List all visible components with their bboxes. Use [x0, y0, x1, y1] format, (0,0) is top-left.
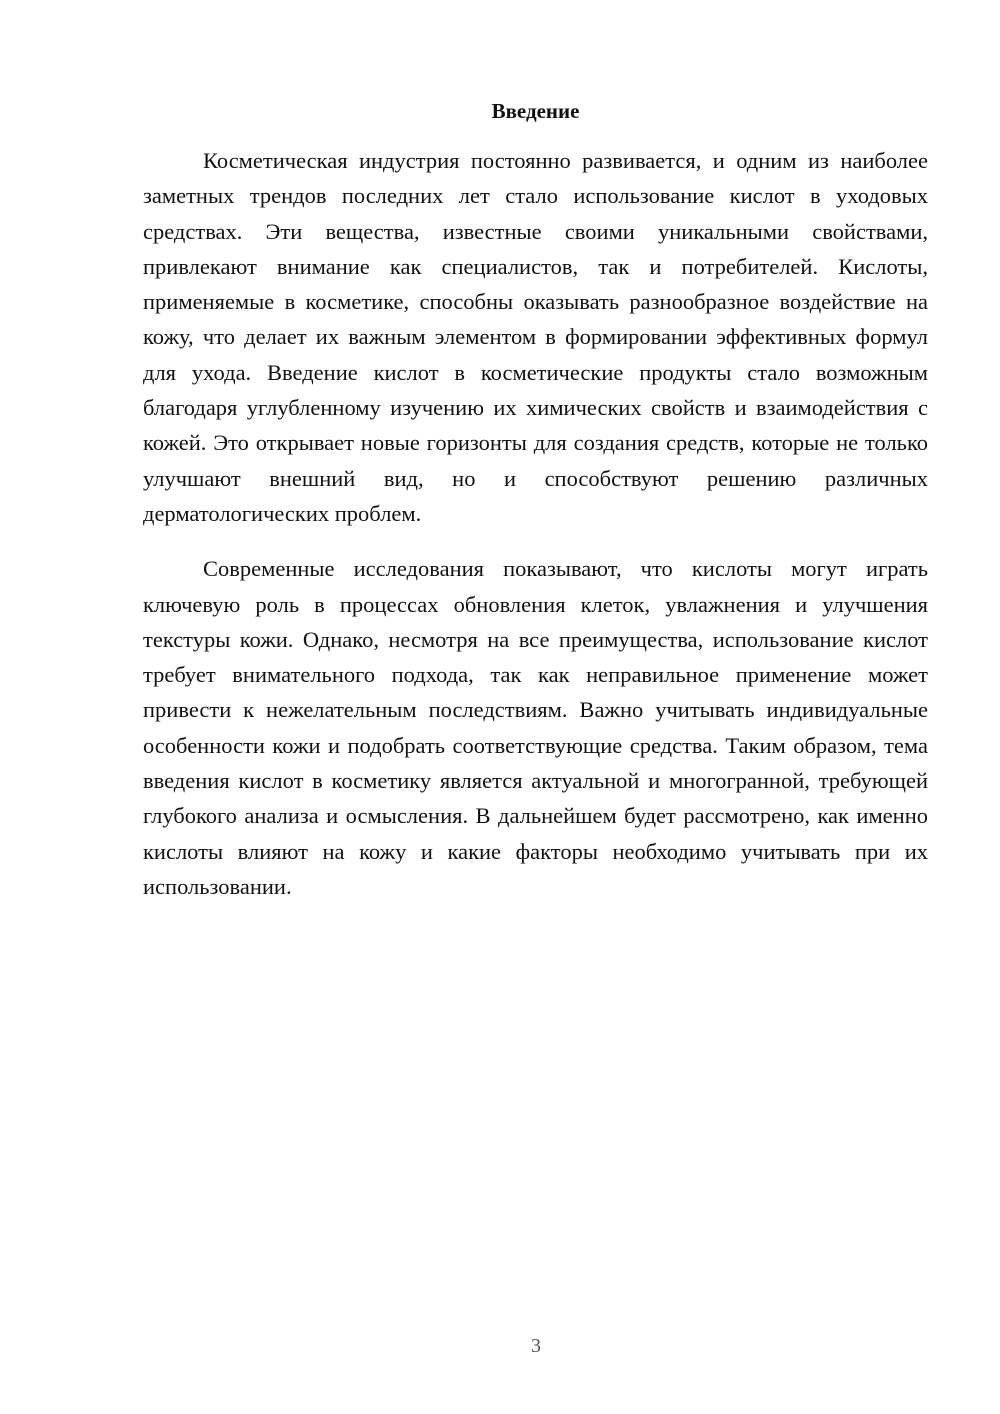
section-title: Введение — [491, 99, 580, 123]
paragraph-2: Современные исследования показывают, что кислоты могут играть ключевую роль в процессах обновления клеток, увлажнения и улучшения текстуры кожи. Однако, несмотря на все преимущества, использование кислот требует внимательного подхода, так как неправильное применение может привести к нежелательным последствиям. Важно учитывать индивидуальные особенности кожи и подобрать соответствующие средства. Таким образом, тема введения кислот в косметику является актуальной и многогранной, требующей глубокого анализа и осмысления. В дальнейшем будет рассмотрено, как именно кислоты влияют на кожу и какие факторы необходимо учитывать при их использовании. — [143, 556, 928, 899]
document-body — [143, 143, 928, 904]
page-number: 3 — [531, 1335, 541, 1357]
paragraph-1: Косметическая индустрия постоянно развивается, и одним из наиболее заметных трендов последних лет стало использование кислот в уходовых средствах. Эти вещества, известные своими уникальными свойствами, привлекают внимание как специалистов, так и потребителей. Кислоты, применяемые в косметике, способны оказывать разнообразное воздействие на кожу, что делает их важным элементом в формировании эффективных формул для ухода. Введение кислот в косметические продукты стало возможным благодаря углубленному изучению их химических свойств и взаимодействия с кожей. Это открывает новые горизонты для создания средств, которые не только улучшают внешний вид, но и способствуют решению различных дерматологических проблем. — [143, 148, 928, 526]
